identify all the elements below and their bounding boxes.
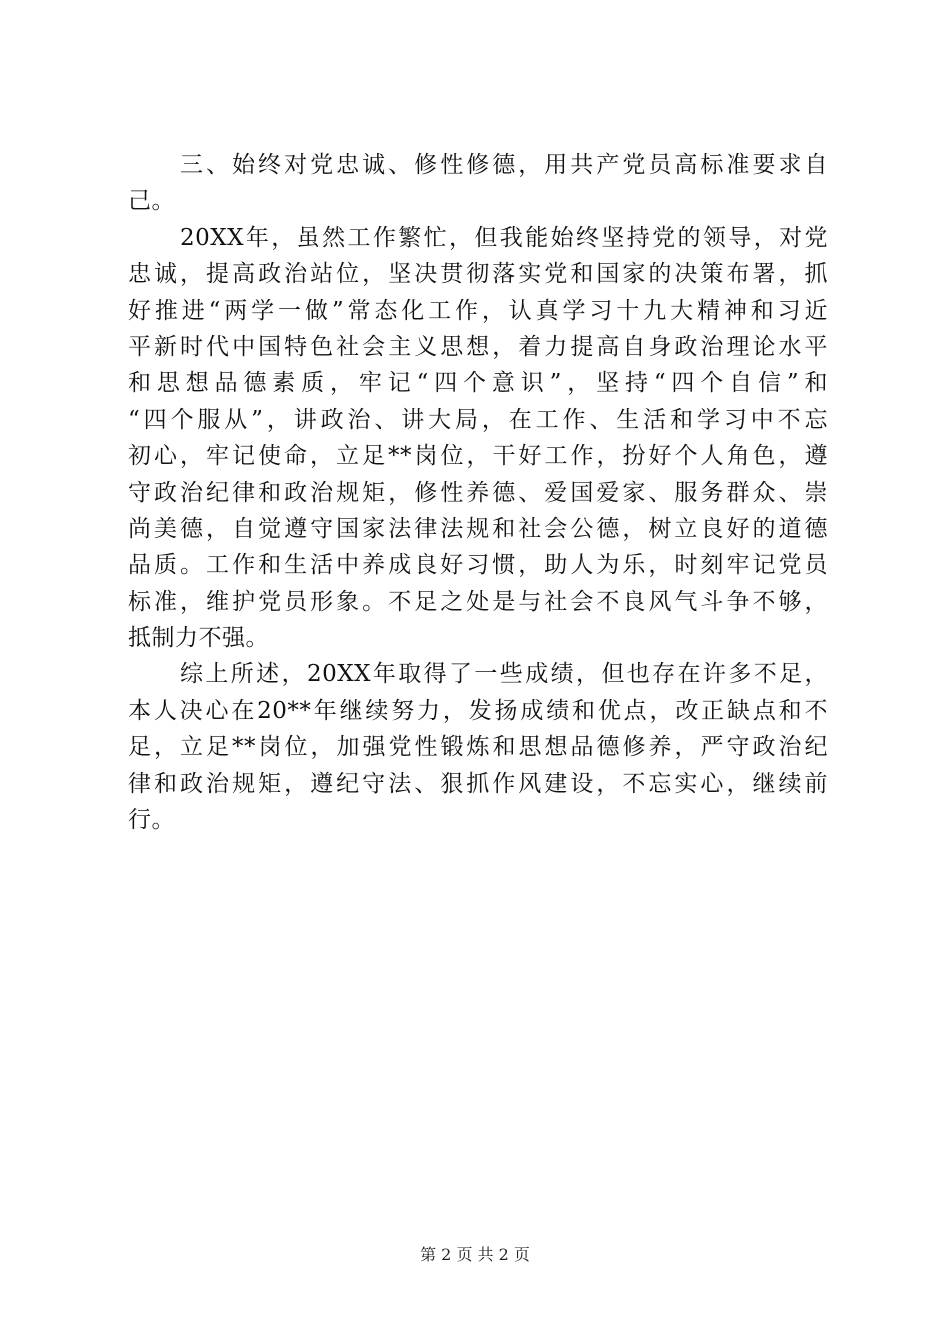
- text-line: 足，立足**岗位，加强党性锻炼和思想品德修养，严守政治纪: [128, 734, 828, 761]
- text-line: 抵制力不强。: [128, 625, 269, 652]
- text-line: 20XX年，虽然工作繁忙，但我能始终坚持党的领导，对党: [180, 224, 828, 251]
- text-line: “四个服从”，讲政治、讲大局，在工作、生活和学习中不忘: [128, 406, 828, 433]
- page-footer: 第 2 页 共 2 页: [420, 1245, 530, 1264]
- text-line: 好推进“两学一做”常态化工作，认真学习十九大精神和习近: [128, 297, 828, 324]
- text-line: 尚美德，自觉遵守国家法律法规和社会公德，树立良好的道德: [128, 515, 828, 542]
- text-line: 标准，维护党员形象。不足之处是与社会不良风气斗争不够，: [128, 588, 828, 615]
- text-line: 综上所述，20XX年取得了一些成绩，但也存在许多不足，: [180, 661, 828, 688]
- text-line: 行。: [128, 807, 175, 834]
- text-line: 初心，牢记使命，立足**岗位，干好工作，扮好个人角色，遵: [128, 443, 828, 470]
- text-line: 和思想品德素质，牢记“四个意识”，坚持“四个自信”和: [128, 370, 828, 397]
- document-body: [128, 147, 828, 838]
- text-line: 忠诚，提高政治站位，坚决贯彻落实党和国家的决策布署，抓: [128, 261, 828, 288]
- text-line: 守政治纪律和政治规矩，修性养德、爱国爱家、服务群众、崇: [128, 479, 828, 506]
- text-line: 律和政治规矩，遵纪守法、狠抓作风建设，不忘实心，继续前: [128, 770, 828, 797]
- text-line: 三、始终对党忠诚、修性修德，用共产党员高标准要求自: [180, 152, 828, 178]
- text-line: 己。: [128, 188, 175, 215]
- text-line: 品质。工作和生活中养成良好习惯，助人为乐，时刻牢记党员: [128, 552, 828, 579]
- text-line: 本人决心在20**年继续努力，发扬成绩和优点，改正缺点和不: [128, 697, 828, 724]
- text-line: 平新时代中国特色社会主义思想，着力提高自身政治理论水平: [128, 333, 828, 360]
